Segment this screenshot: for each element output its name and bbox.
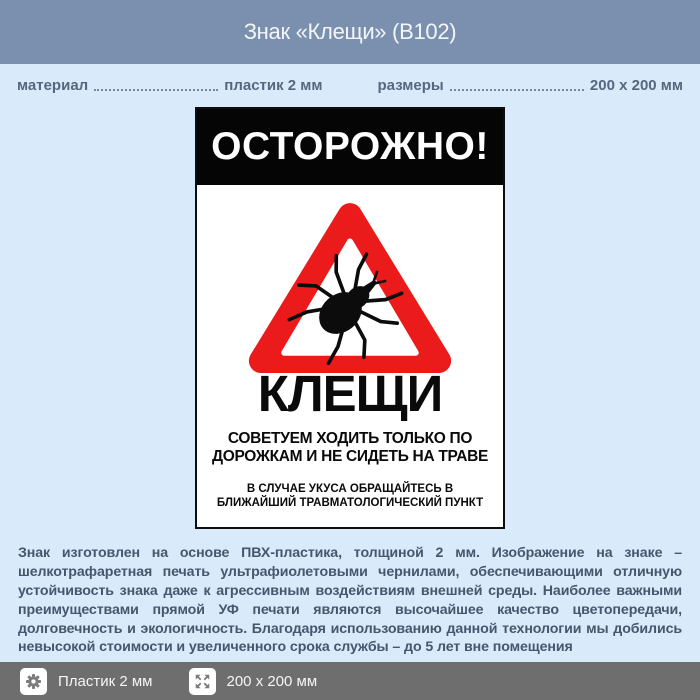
spec-material-label: материал [17, 77, 89, 94]
sign-advice-text [212, 430, 488, 467]
resize-icon [189, 668, 216, 695]
sign-note-line1: В СЛУЧАЕ УКУСА ОБРАЩАЙТЕСЬ В [246, 482, 454, 495]
sign-image-area [0, 107, 700, 529]
spec-material [17, 77, 323, 94]
spec-size [378, 77, 684, 94]
sign-header-band [197, 109, 503, 185]
sign-note-text [217, 482, 483, 510]
page-title: Знак «Клещи» (В102) [243, 19, 457, 44]
sign-title-text: КЛЕЩИ [257, 365, 443, 422]
sign-advice-line1: СОВЕТУЕМ ХОДИТЬ ТОЛЬКО ПО [227, 430, 473, 447]
product-description: Знак изготовлен на основе ПВХ-пластика, толщиной 2 мм. Изображение на знаке – шелкотрафаретная печать ультрафиолетовыми чернилами, обеспечивающими отличную устойчивость знака даже к агрессивным воздействиям внешней среды. Наиболее важными преимуществами прямой УФ печати являются высочайшее качество цветопередачи, долговечность и экологичность. Благодаря использованию данной технологии мы добились невысокой стоимости и увеличенного срока службы – до 5 лет вне помещения [18, 545, 682, 656]
sign-advice-line2: ДОРОЖКАМ И НЕ СИДЕТЬ НА ТРАВЕ [211, 448, 489, 466]
tick-warning-triangle-icon [238, 193, 462, 375]
sign-caution-text: ОСТОРОЖНО! [211, 125, 489, 168]
spec-material-value: пластик 2 мм [224, 77, 323, 94]
footer-bar [0, 662, 700, 700]
dotted-leader [94, 89, 218, 91]
footer-material-badge [20, 668, 153, 695]
footer-size-badge [189, 668, 318, 695]
footer-size-label: 200 x 200 мм [226, 672, 318, 690]
page-header [0, 0, 700, 64]
gear-icon [20, 668, 47, 695]
sign-body [197, 185, 503, 527]
footer-material-label: Пластик 2 мм [58, 672, 153, 690]
spec-size-label: размеры [377, 77, 444, 94]
spec-row [0, 77, 700, 94]
dotted-leader [450, 89, 584, 91]
spec-size-value: 200 x 200 мм [589, 77, 683, 94]
sign-note-line2: БЛИЖАЙШИЙ ТРАВМАТОЛОГИЧЕСКИЙ ПУНКТ [216, 496, 484, 509]
warning-sign [195, 107, 505, 529]
